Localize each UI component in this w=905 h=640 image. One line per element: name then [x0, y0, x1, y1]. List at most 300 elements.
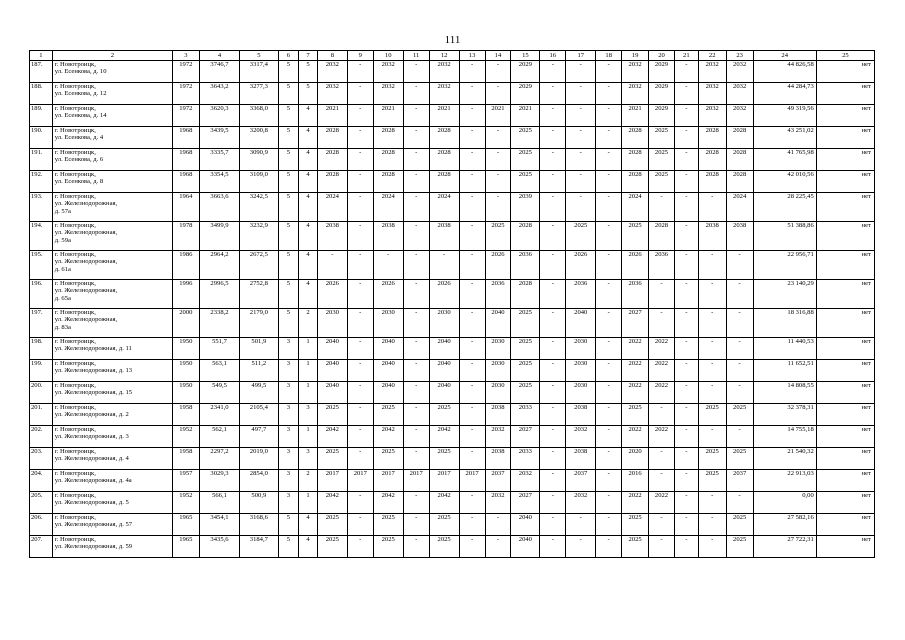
cell-col-19: 2036	[622, 280, 649, 309]
table-row	[30, 280, 875, 309]
cell-col-12: 2032	[429, 61, 459, 83]
cell-col-6: 3	[278, 360, 299, 382]
address-line: г. Новотроицк,	[54, 83, 96, 90]
table-row	[30, 171, 875, 193]
cell-col-23: -	[726, 251, 753, 280]
cell-col-25: нет	[816, 309, 874, 338]
cell-col-12: 2042	[429, 492, 459, 514]
cell-col-5: 3090,9	[240, 149, 278, 171]
cell-col-20: -	[649, 280, 675, 309]
cell-col-6: 5	[278, 61, 299, 83]
cell-col-24: 41 765,98	[753, 149, 816, 171]
row-number: 197.	[30, 309, 53, 338]
cell-col-18: -	[596, 492, 622, 514]
cell-col-8: 2025	[317, 448, 347, 470]
cell-col-5: 3317,4	[240, 61, 278, 83]
cell-col-5: 511,2	[240, 360, 278, 382]
address-line: ул. Железнодорожная, д. 4	[54, 455, 129, 463]
cell-col-12: 2025	[429, 536, 459, 558]
cell-col-17: 2026	[566, 251, 596, 280]
cell-col-10: 2025	[373, 404, 403, 426]
cell-col-6: 3	[278, 338, 299, 360]
cell-col-11: -	[403, 448, 429, 470]
address-line: д. 83а	[54, 323, 71, 331]
cell-col-17: 2030	[566, 360, 596, 382]
cell-col-20: -	[649, 309, 675, 338]
cell-col-17: 2032	[566, 492, 596, 514]
row-number: 206.	[30, 514, 53, 536]
cell-col-3: 1958	[172, 448, 199, 470]
cell-col-4: 3439,5	[199, 127, 239, 149]
row-number: 196.	[30, 280, 53, 309]
cell-col-11: -	[403, 338, 429, 360]
cell-col-4: 562,1	[199, 426, 239, 448]
cell-col-19: 2025	[622, 404, 649, 426]
address-line: ул. Есенкова, д. 12	[54, 90, 107, 98]
cell-col-5: 3242,5	[240, 193, 278, 222]
cell-col-3: 1950	[172, 382, 199, 404]
cell-col-23: -	[726, 309, 753, 338]
cell-col-23: -	[726, 426, 753, 448]
address-cell	[52, 222, 172, 251]
cell-col-17: 2038	[566, 448, 596, 470]
cell-col-21: -	[674, 251, 698, 280]
cell-col-8: 2017	[317, 470, 347, 492]
table-row	[30, 127, 875, 149]
cell-col-23: -	[726, 360, 753, 382]
cell-col-18: -	[596, 448, 622, 470]
cell-col-5: 497,7	[240, 426, 278, 448]
cell-col-9: -	[347, 127, 373, 149]
address-line: ул. Есенкова, д. 8	[54, 178, 104, 186]
cell-col-19: 2028	[622, 127, 649, 149]
cell-col-13: -	[459, 251, 485, 280]
cell-col-6: 5	[278, 83, 299, 105]
cell-col-15: 2029	[511, 61, 540, 83]
cell-col-12: 2026	[429, 280, 459, 309]
cell-col-11: -	[403, 536, 429, 558]
cell-col-20: -	[649, 448, 675, 470]
cell-col-20: 2022	[649, 382, 675, 404]
cell-col-12: -	[429, 251, 459, 280]
cell-col-24: 11 440,53	[753, 338, 816, 360]
address-line: г. Новотроицк,	[54, 404, 96, 411]
cell-col-5: 2019,0	[240, 448, 278, 470]
address-line: ул. Железнодорожная, д. 59	[54, 543, 133, 551]
cell-col-14: -	[485, 536, 511, 558]
address-line: ул. Железнодорожная,	[54, 200, 118, 208]
cell-col-14: 2036	[485, 280, 511, 309]
cell-col-8: 2032	[317, 83, 347, 105]
cell-col-9: -	[347, 426, 373, 448]
row-number: 203.	[30, 448, 53, 470]
cell-col-3: 1996	[172, 280, 199, 309]
cell-col-16: -	[540, 338, 566, 360]
address-cell	[52, 338, 172, 360]
address-line: г. Новотроицк,	[54, 222, 96, 229]
cell-col-8: 2040	[317, 382, 347, 404]
cell-col-25: нет	[816, 171, 874, 193]
cell-col-19: 2020	[622, 448, 649, 470]
cell-col-12: 2040	[429, 360, 459, 382]
address-line: г. Новотроицк,	[54, 448, 96, 455]
cell-col-17: 2025	[566, 222, 596, 251]
cell-col-18: -	[596, 514, 622, 536]
cell-col-4: 3454,1	[199, 514, 239, 536]
cell-col-14: 2025	[485, 222, 511, 251]
cell-col-16: -	[540, 61, 566, 83]
row-number: 199.	[30, 360, 53, 382]
cell-col-8: 2025	[317, 404, 347, 426]
cell-col-4: 2964,2	[199, 251, 239, 280]
cell-col-18: -	[596, 222, 622, 251]
address-cell	[52, 61, 172, 83]
cell-col-22: -	[698, 360, 726, 382]
address-line: г. Новотроицк,	[54, 149, 96, 156]
cell-col-25: нет	[816, 193, 874, 222]
cell-col-10: 2042	[373, 492, 403, 514]
cell-col-20: 2029	[649, 83, 675, 105]
cell-col-9: -	[347, 193, 373, 222]
cell-col-10: 2038	[373, 222, 403, 251]
cell-col-13: -	[459, 492, 485, 514]
cell-col-23: 2025	[726, 448, 753, 470]
cell-col-22: 2032	[698, 105, 726, 127]
cell-col-4: 3620,3	[199, 105, 239, 127]
cell-col-5: 3368,0	[240, 105, 278, 127]
cell-col-18: -	[596, 360, 622, 382]
cell-col-15: 2032	[511, 470, 540, 492]
cell-col-10: 2028	[373, 171, 403, 193]
cell-col-16: -	[540, 360, 566, 382]
cell-col-12: 2024	[429, 193, 459, 222]
cell-col-21: -	[674, 280, 698, 309]
cell-col-23: -	[726, 338, 753, 360]
cell-col-16: -	[540, 309, 566, 338]
cell-col-11: -	[403, 251, 429, 280]
table-row	[30, 514, 875, 536]
cell-col-15: 2025	[511, 171, 540, 193]
cell-col-18: -	[596, 193, 622, 222]
address-line: г. Новотроицк,	[54, 492, 96, 499]
cell-col-11: -	[403, 404, 429, 426]
cell-col-17: 2032	[566, 426, 596, 448]
cell-col-7: 1	[299, 360, 318, 382]
cell-col-3: 1968	[172, 127, 199, 149]
cell-col-24: 11 652,51	[753, 360, 816, 382]
cell-col-13: -	[459, 514, 485, 536]
cell-col-22: -	[698, 426, 726, 448]
cell-col-13: -	[459, 404, 485, 426]
cell-col-8: 2024	[317, 193, 347, 222]
address-line: г. Новотроицк,	[54, 360, 96, 367]
cell-col-24: 23 140,29	[753, 280, 816, 309]
cell-col-18: -	[596, 105, 622, 127]
cell-col-22: 2025	[698, 404, 726, 426]
row-number: 189.	[30, 105, 53, 127]
cell-col-20: -	[649, 404, 675, 426]
address-line: г. Новотроицк,	[54, 426, 96, 433]
cell-col-21: -	[674, 61, 698, 83]
address-line: д. 59а	[54, 236, 71, 244]
cell-col-12: 2021	[429, 105, 459, 127]
address-line: г. Новотроицк,	[54, 251, 96, 258]
cell-col-13: -	[459, 105, 485, 127]
cell-col-22: -	[698, 251, 726, 280]
cell-col-13: -	[459, 448, 485, 470]
cell-col-22: 2028	[698, 171, 726, 193]
address-cell	[52, 404, 172, 426]
cell-col-11: -	[403, 83, 429, 105]
cell-col-3: 1950	[172, 338, 199, 360]
cell-col-19: 2026	[622, 251, 649, 280]
cell-col-10: 2028	[373, 149, 403, 171]
address-cell	[52, 171, 172, 193]
cell-col-18: -	[596, 426, 622, 448]
column-number: 11	[403, 51, 429, 61]
cell-col-24: 22 913,03	[753, 470, 816, 492]
row-number: 188.	[30, 83, 53, 105]
cell-col-19: 2025	[622, 514, 649, 536]
cell-col-17: -	[566, 193, 596, 222]
cell-col-15: 2025	[511, 338, 540, 360]
address-line: ул. Железнодорожная,	[54, 316, 118, 324]
address-line: ул. Есенкова, д. 14	[54, 112, 107, 120]
cell-col-7: 4	[299, 127, 318, 149]
cell-col-3: 1986	[172, 251, 199, 280]
address-cell	[52, 536, 172, 558]
table-row	[30, 193, 875, 222]
cell-col-3: 1972	[172, 83, 199, 105]
cell-col-22: 2025	[698, 448, 726, 470]
cell-col-22: 2028	[698, 127, 726, 149]
column-number: 5	[240, 51, 278, 61]
cell-col-18: -	[596, 536, 622, 558]
address-cell	[52, 470, 172, 492]
cell-col-19: 2022	[622, 426, 649, 448]
cell-col-15: 2036	[511, 251, 540, 280]
cell-col-7: 4	[299, 105, 318, 127]
cell-col-7: 4	[299, 193, 318, 222]
table-row	[30, 536, 875, 558]
cell-col-7: 4	[299, 536, 318, 558]
column-number: 9	[347, 51, 373, 61]
row-number: 202.	[30, 426, 53, 448]
table-row	[30, 404, 875, 426]
cell-col-3: 1958	[172, 404, 199, 426]
cell-col-22: -	[698, 309, 726, 338]
cell-col-14: 2038	[485, 404, 511, 426]
cell-col-23: 2032	[726, 105, 753, 127]
address-cell	[52, 492, 172, 514]
table-row	[30, 492, 875, 514]
cell-col-11: -	[403, 309, 429, 338]
cell-col-23: 2028	[726, 171, 753, 193]
row-number: 204.	[30, 470, 53, 492]
address-line: г. Новотроицк,	[54, 105, 96, 112]
cell-col-8: 2042	[317, 426, 347, 448]
address-cell	[52, 127, 172, 149]
cell-col-24: 14 808,55	[753, 382, 816, 404]
cell-col-15: 2040	[511, 514, 540, 536]
table-row	[30, 149, 875, 171]
address-line: ул. Железнодорожная, д. 5	[54, 499, 129, 507]
cell-col-16: -	[540, 105, 566, 127]
cell-col-16: -	[540, 149, 566, 171]
cell-col-8: 2040	[317, 360, 347, 382]
cell-col-17: 2037	[566, 470, 596, 492]
cell-col-17: 2038	[566, 404, 596, 426]
cell-col-7: 1	[299, 426, 318, 448]
column-number: 20	[649, 51, 675, 61]
cell-col-20: 2029	[649, 61, 675, 83]
cell-col-13: -	[459, 127, 485, 149]
cell-col-25: нет	[816, 251, 874, 280]
column-number: 23	[726, 51, 753, 61]
cell-col-13: -	[459, 360, 485, 382]
cell-col-11: -	[403, 171, 429, 193]
row-number: 195.	[30, 251, 53, 280]
cell-col-8: 2026	[317, 280, 347, 309]
cell-col-22: 2032	[698, 61, 726, 83]
cell-col-21: -	[674, 470, 698, 492]
cell-col-16: -	[540, 193, 566, 222]
cell-col-8: 2030	[317, 309, 347, 338]
cell-col-24: 32 378,31	[753, 404, 816, 426]
cell-col-19: 2032	[622, 61, 649, 83]
address-line: ул. Железнодорожная, д. 2	[54, 411, 129, 419]
cell-col-13: 2017	[459, 470, 485, 492]
cell-col-13: -	[459, 536, 485, 558]
address-line: ул. Железнодорожная, д. 13	[54, 367, 133, 375]
cell-col-16: -	[540, 536, 566, 558]
cell-col-11: -	[403, 149, 429, 171]
cell-col-5: 500,9	[240, 492, 278, 514]
cell-col-5: 2854,0	[240, 470, 278, 492]
cell-col-17: -	[566, 149, 596, 171]
cell-col-19: 2016	[622, 470, 649, 492]
column-number: 4	[199, 51, 239, 61]
cell-col-22: 2028	[698, 149, 726, 171]
cell-col-24: 0,00	[753, 492, 816, 514]
cell-col-22: -	[698, 536, 726, 558]
cell-col-19: 2028	[622, 149, 649, 171]
address-cell	[52, 83, 172, 105]
cell-col-11: -	[403, 222, 429, 251]
cell-col-7: 4	[299, 280, 318, 309]
row-number: 207.	[30, 536, 53, 558]
cell-col-13: -	[459, 83, 485, 105]
cell-col-15: 2028	[511, 280, 540, 309]
cell-col-18: -	[596, 404, 622, 426]
cell-col-14: -	[485, 61, 511, 83]
cell-col-6: 3	[278, 426, 299, 448]
column-number: 21	[674, 51, 698, 61]
cell-col-15: 2039	[511, 193, 540, 222]
column-number-row	[30, 51, 875, 61]
cell-col-8: 2028	[317, 149, 347, 171]
cell-col-16: -	[540, 448, 566, 470]
cell-col-10: 2042	[373, 426, 403, 448]
cell-col-11: -	[403, 426, 429, 448]
cell-col-12: 2040	[429, 338, 459, 360]
cell-col-21: -	[674, 514, 698, 536]
cell-col-25: нет	[816, 338, 874, 360]
cell-col-10: 2040	[373, 360, 403, 382]
cell-col-10: 2026	[373, 280, 403, 309]
cell-col-5: 3232,9	[240, 222, 278, 251]
cell-col-24: 21 540,32	[753, 448, 816, 470]
cell-col-20: -	[649, 536, 675, 558]
cell-col-23: 2025	[726, 514, 753, 536]
cell-col-23: 2025	[726, 404, 753, 426]
cell-col-25: нет	[816, 360, 874, 382]
address-line: г. Новотроицк,	[54, 338, 96, 345]
cell-col-7: 4	[299, 514, 318, 536]
cell-col-19: 2024	[622, 193, 649, 222]
cell-col-17: -	[566, 171, 596, 193]
address-line: ул. Железнодорожная, д. 4а	[54, 477, 132, 485]
table-row	[30, 448, 875, 470]
cell-col-22: 2038	[698, 222, 726, 251]
cell-col-23: 2028	[726, 127, 753, 149]
cell-col-6: 3	[278, 382, 299, 404]
address-cell	[52, 105, 172, 127]
cell-col-14: 2032	[485, 426, 511, 448]
cell-col-22: -	[698, 514, 726, 536]
cell-col-15: 2025	[511, 360, 540, 382]
cell-col-20: 2022	[649, 492, 675, 514]
cell-col-10: 2025	[373, 448, 403, 470]
cell-col-19: 2022	[622, 492, 649, 514]
cell-col-23: 2038	[726, 222, 753, 251]
cell-col-25: нет	[816, 280, 874, 309]
table-row	[30, 309, 875, 338]
address-line: ул. Железнодорожная,	[54, 258, 118, 266]
cell-col-10: 2028	[373, 127, 403, 149]
address-cell	[52, 149, 172, 171]
cell-col-25: нет	[816, 83, 874, 105]
cell-col-9: -	[347, 105, 373, 127]
cell-col-6: 5	[278, 222, 299, 251]
cell-col-23: 2037	[726, 470, 753, 492]
cell-col-6: 5	[278, 171, 299, 193]
cell-col-19: 2032	[622, 83, 649, 105]
cell-col-25: нет	[816, 536, 874, 558]
cell-col-15: 2025	[511, 309, 540, 338]
column-number: 2	[52, 51, 172, 61]
row-number: 192.	[30, 171, 53, 193]
column-number: 12	[429, 51, 459, 61]
cell-col-13: -	[459, 193, 485, 222]
cell-col-4: 566,1	[199, 492, 239, 514]
cell-col-16: -	[540, 492, 566, 514]
cell-col-21: -	[674, 404, 698, 426]
cell-col-14: -	[485, 514, 511, 536]
cell-col-4: 3335,7	[199, 149, 239, 171]
column-number: 13	[459, 51, 485, 61]
cell-col-24: 49 319,56	[753, 105, 816, 127]
cell-col-11: -	[403, 492, 429, 514]
address-cell	[52, 514, 172, 536]
address-cell	[52, 309, 172, 338]
cell-col-3: 1972	[172, 105, 199, 127]
cell-col-21: -	[674, 149, 698, 171]
cell-col-17: -	[566, 105, 596, 127]
address-line: г. Новотроицк,	[54, 171, 96, 178]
cell-col-8: 2040	[317, 338, 347, 360]
cell-col-14: 2037	[485, 470, 511, 492]
